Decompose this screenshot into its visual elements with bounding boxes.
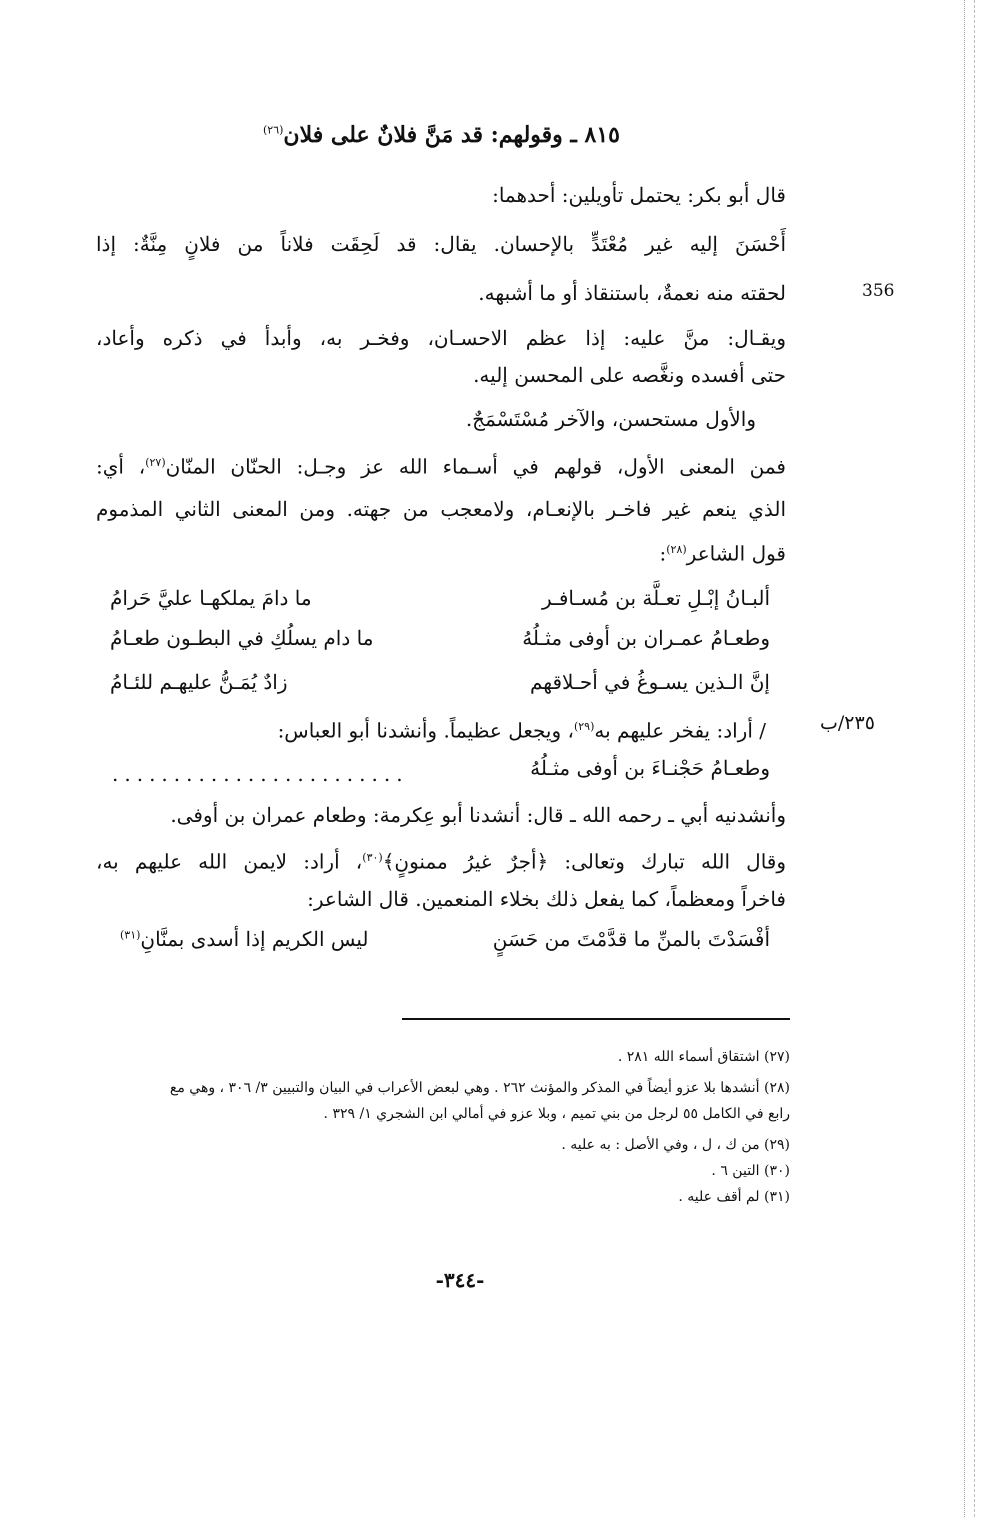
body-text: فمن المعنى الأول، قولهم في أسـماء الله عز وجـل: الحنّان المنّان — [165, 454, 786, 479]
footnote: (٣١) لم أقف عليه . — [678, 1189, 790, 1205]
body-line: أَحْسَنَ إليه غير مُعْتَدٍّ بالإحسان. يقال: قد لَحِقَت فلاناً من فلانٍ مِنَّةٌ: إذا — [96, 232, 786, 256]
body-text: : — [659, 541, 667, 566]
manuscript-folio-ref: ٢٣٥/ب — [820, 712, 875, 734]
verse-first-hemistich: وطعـامُ عمـران بن أوفى مثـلُهُ — [522, 626, 770, 650]
footnote-separator — [402, 1018, 790, 1020]
body-line — [96, 448, 786, 482]
footnote: (٢٧) اشتقاق أسماء الله ٢٨١ . — [617, 1049, 790, 1065]
footnote: رابع في الكامل ٥٥ لرجل من بني تميم ، وبلا عزو في أمالي ابن الشجري ١/ ٣٢٩ . — [323, 1106, 790, 1122]
heading-footnote-ref: (٢٦) — [263, 123, 284, 137]
verse-line — [100, 670, 770, 700]
entry-heading — [240, 122, 620, 148]
verse-second-hemistich: ما دام يسلُكِ في البطـون طعـامُ — [110, 626, 374, 650]
heading-text: ٨١٥ ـ وقولهم: قد مَنَّ فلانٌ على فلان — [283, 122, 620, 148]
verse-second-hemistich — [120, 927, 369, 951]
scan-edge-line — [974, 0, 976, 1517]
body-text: / أراد: يفخر عليهم به — [594, 718, 766, 743]
verse-text: ليس الكريم إذا أسدى بمنَّانِ — [140, 927, 369, 951]
body-line — [96, 712, 766, 746]
body-text: قول الشاعر — [686, 541, 786, 566]
footnote-ref: (٢٧) — [145, 456, 166, 469]
verse-line — [100, 626, 770, 656]
verse-ellipsis: ........................ — [112, 762, 409, 786]
body-line — [96, 843, 786, 877]
body-line — [96, 535, 786, 569]
verse-line — [100, 927, 770, 957]
page-number: -٣٤٤- — [435, 1268, 485, 1292]
body-text: وقال الله تبارك وتعالى: ﴿أجرٌ غيرُ ممنونٍ﴾ — [382, 849, 787, 874]
body-text: ، أي: — [96, 454, 146, 479]
verse-first-hemistich: أفْسَدْتَ بالمنِّ ما قدَّمْتَ من حَسَنٍ — [492, 927, 770, 951]
verse-first-hemistich: إنَّ الـذين يسـوغُ في أحـلاقهم — [529, 670, 770, 694]
folio-number: 356 — [862, 281, 895, 301]
footnote-ref: (٣١) — [120, 928, 141, 942]
body-line: الذي ينعم غير فاخـر بالإنعـام، ولامعجب من جهته. ومن المعنى الثاني المذموم — [96, 497, 786, 521]
footnote: (٢٨) أنشدها بلا عزو أيضاً في المذكر والمؤنث ٢٦٢ . وهي لبعض الأعراب في البيان والتبيين ٣/ ٣٠٦ ، وهي مع — [169, 1080, 790, 1096]
footnote-ref: (٢٨) — [666, 543, 687, 556]
body-line: حتى أفسده ونغَّصه على المحسن إليه. — [473, 363, 786, 387]
body-text: ، ويجعل عظيماً. وأنشدنا أبو العباس: — [277, 718, 574, 743]
body-line: ويقـال: منَّ عليه: إذا عظم الاحسـان، وفخـر به، وأبدأ في ذكره وأعاد، — [96, 326, 786, 350]
body-line: لحقته منه نعمةٌ، باستنقاذ أو ما أشبهه. — [478, 281, 786, 305]
verse-second-hemistich: زادٌ يُمَـنُّ عليهـم للئـامُ — [110, 670, 288, 694]
body-line: وأنشدنيه أبي ـ رحمه الله ـ قال: أنشدنا أبو عِكرمة: وطعام عمران بن أوفى. — [170, 803, 786, 827]
footnote: (٢٩) من ك ، ل ، وفي الأصل : به عليه . — [561, 1137, 790, 1153]
verse-first-hemistich: ألبـانُ إبْـلِ تعـلَّة بن مُسـافـر — [541, 586, 770, 610]
scan-edge-line — [964, 0, 966, 1517]
body-line: قال أبو بكر: يحتمل تأويلين: أحدهما: — [492, 183, 786, 207]
footnote: (٣٠) التين ٦ . — [711, 1163, 790, 1179]
verse-line — [380, 756, 770, 786]
footnote-ref: (٢٩) — [573, 720, 595, 733]
body-line: والأول مستحسن، والآخر مُسْتَسْمَجٌ. — [465, 407, 756, 431]
verse-second-hemistich: ما دامَ يملكهـا عليَّ حَرامُ — [110, 586, 312, 610]
footnote-ref: (٣٠) — [362, 851, 383, 864]
verse-line — [100, 586, 770, 616]
verse-first-hemistich: وطعـامُ حَجْنـاءَ بن أوفى مثـلُهُ — [530, 756, 770, 780]
body-text: ، أراد: لايمن الله عليهم به، — [96, 849, 363, 874]
body-line: فاخراً ومعظماً، كما يفعل ذلك بخلاء المنعمين. قال الشاعر: — [307, 887, 786, 911]
